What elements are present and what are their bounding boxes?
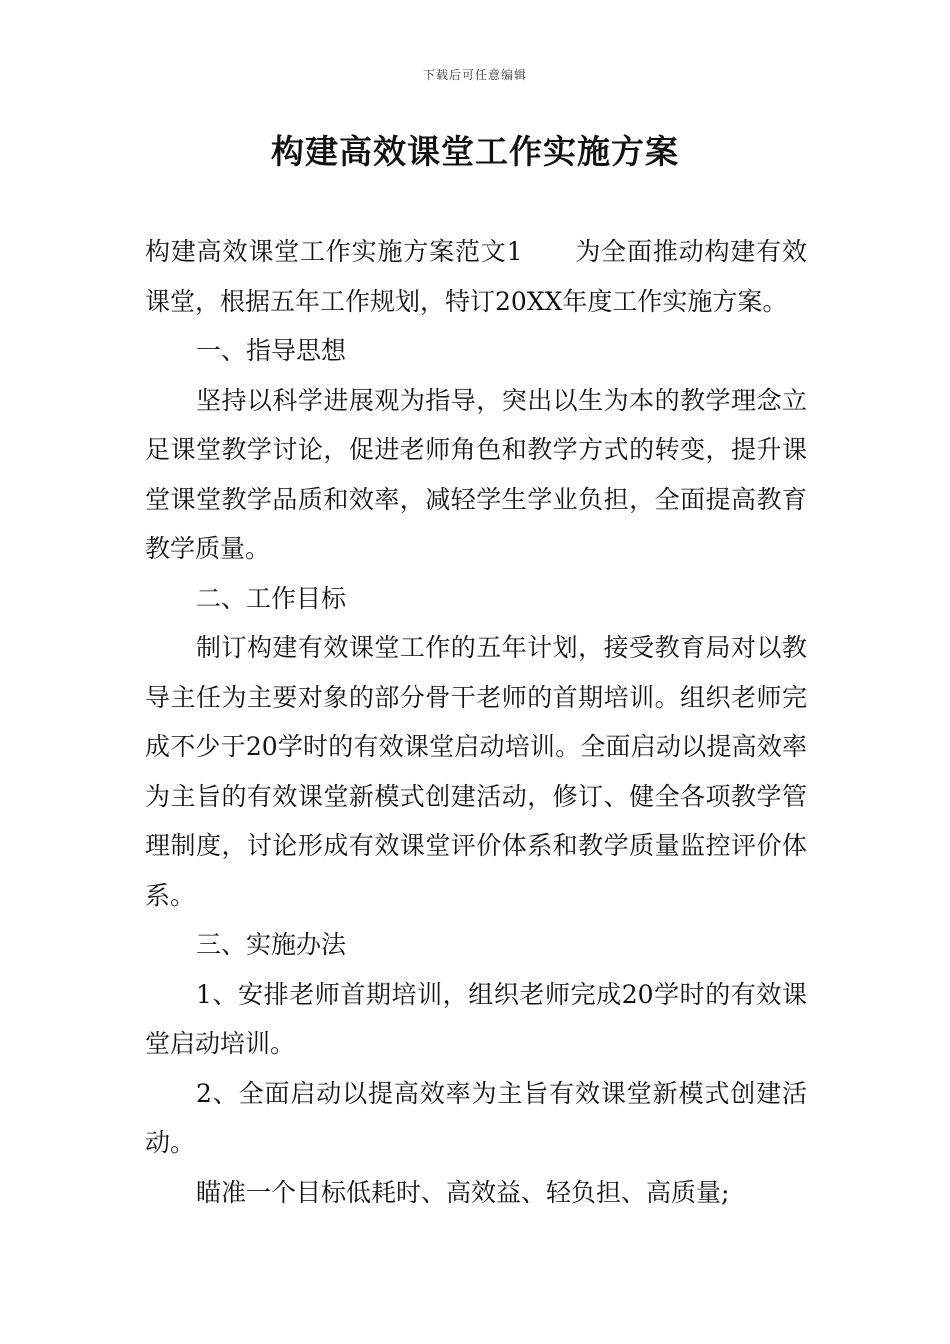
paragraph-method-1: 1、安排老师首期培训，组织老师完成20学时的有效课堂启动培训。: [145, 979, 807, 1058]
paragraph-guiding: 坚持以科学进展观为指导，突出以生为本的教学理念立足课堂教学讨论，促进老师角色和教学方式的转变，提升课堂课堂教学品质和效率，减轻学生学业负担，全面提高教育教学质量。: [145, 385, 807, 563]
section-heading-goals: 二、工作目标: [196, 583, 347, 613]
paragraph-method-2: 2、全面启动以提高效率为主旨有效课堂新模式创建活动。: [145, 1078, 807, 1157]
intro-paragraph: [145, 227, 807, 326]
header-note: 下载后可任意编辑: [422, 68, 527, 82]
intro-heading: 构建高效课堂工作实施方案范文1: [145, 237, 523, 266]
section-heading-guiding: 一、指导思想: [196, 336, 347, 365]
section-heading-methods: 三、实施办法: [196, 930, 347, 959]
document-title: 构建高效课堂工作实施方案: [271, 132, 679, 171]
paragraph-goals: 制订构建有效课堂工作的五年计划，接受教育局对以教导主任为主要对象的部分骨干老师的首期培训。组织老师完成不少于20学时的有效课堂启动培训。全面启动以提高效率为主旨的有效课堂新模式创建活动，修订、健全各项教学管理制度，讨论形成有效课堂评价体系和教学质量监控评价体系。: [145, 633, 807, 910]
intro-text: 为全面推动构建有效课堂，根据五年工作规划，特订20XX年度工作实施方案。: [145, 237, 807, 316]
paragraph-target: 瞄准一个目标低耗时、高效益、轻负担、高质量;: [196, 1177, 730, 1207]
document-body: [145, 227, 807, 1217]
